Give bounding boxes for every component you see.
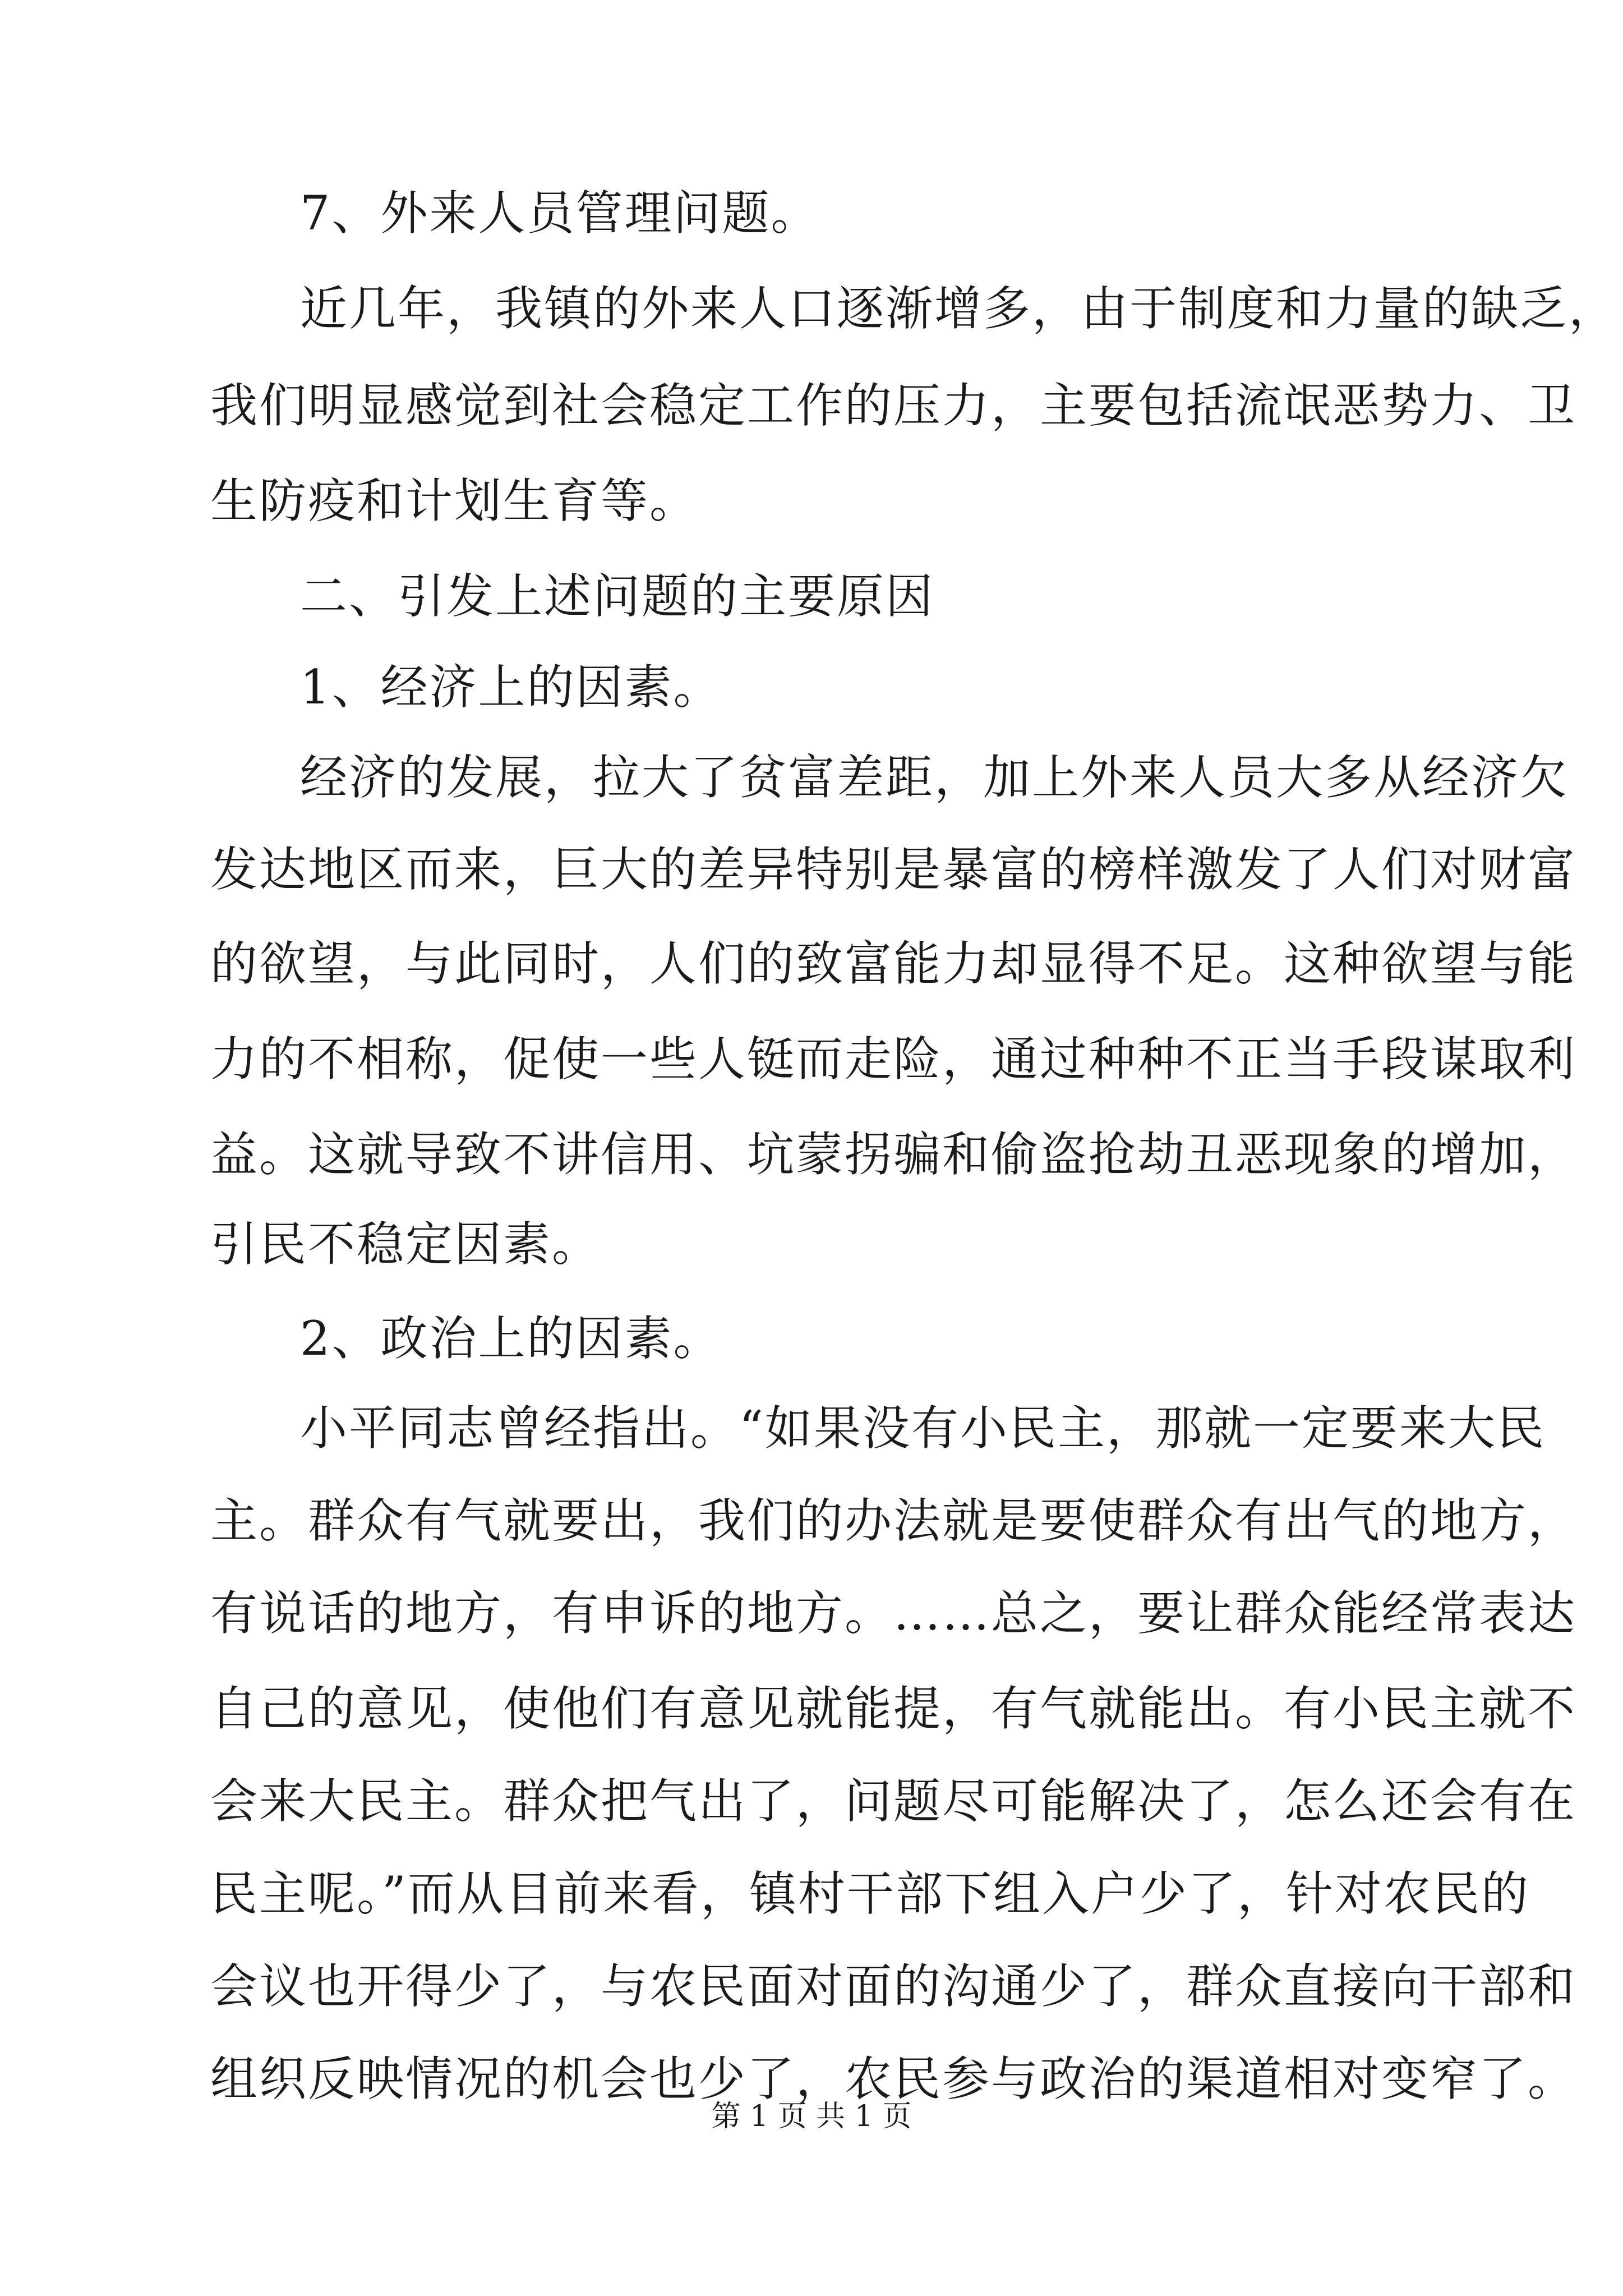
text-line: 民主呢。”而从目前来看，镇村干部下组入户少了，针对农民的 <box>210 1866 1530 1921</box>
text-line: 2、政治上的因素。 <box>300 1311 722 1366</box>
text-line: 生防疫和计划生育等。 <box>210 473 699 528</box>
text-line: 主。群众有气就要出，我们的办法就是要使群众有出气的地方， <box>210 1493 1577 1548</box>
text-line: 1、经济上的因素。 <box>300 660 722 715</box>
text-line: 会来大民主。群众把气出了，问题尽可能解决了，怎么还会有在 <box>210 1774 1577 1829</box>
text-line: 组织反映情况的机会也少了，农民参与政治的渠道相对变窄了。 <box>210 2051 1577 2106</box>
text-line: 有说话的地方，有申诉的地方。……总之，要让群众能经常表达 <box>210 1586 1577 1641</box>
text-line: 的欲望，与此同时，人们的致富能力却显得不足。这种欲望与能 <box>210 936 1577 991</box>
section-heading: 二、引发上述问题的主要原因 <box>300 569 935 624</box>
page-number-footer: 第 1 页 共 1 页 <box>711 2100 912 2133</box>
text-line: 引民不稳定因素。 <box>210 1217 601 1272</box>
text-line: 发达地区而来，巨大的差异特别是暴富的榜样激发了人们对财富 <box>210 842 1577 897</box>
text-line: 自己的意见，使他们有意见就能提，有气就能出。有小民主就不 <box>210 1681 1577 1736</box>
text-line: 近几年，我镇的外来人口逐渐增多，由于制度和力量的缺乏， <box>300 281 1618 336</box>
text-line: 会议也开得少了，与农民面对面的沟通少了，群众直接向干部和 <box>210 1959 1577 2014</box>
text-line: 经济的发展，拉大了贫富差距，加上外来人员大多从经济欠 <box>300 750 1569 805</box>
text-line: 益。这就导致不讲信用、坑蒙拐骗和偷盗抢劫丑恶现象的增加， <box>210 1127 1577 1182</box>
text-line: 小平同志曾经指出。“如果没有小民主，那就一定要来大民 <box>300 1401 1546 1456</box>
text-line: 我们明显感觉到社会稳定工作的压力，主要包括流氓恶势力、卫 <box>210 378 1577 433</box>
text-line: 力的不相称，促使一些人铤而走险，通过种种不正当手段谋取利 <box>210 1032 1577 1087</box>
text-line: 7、外来人员管理问题。 <box>300 186 820 241</box>
